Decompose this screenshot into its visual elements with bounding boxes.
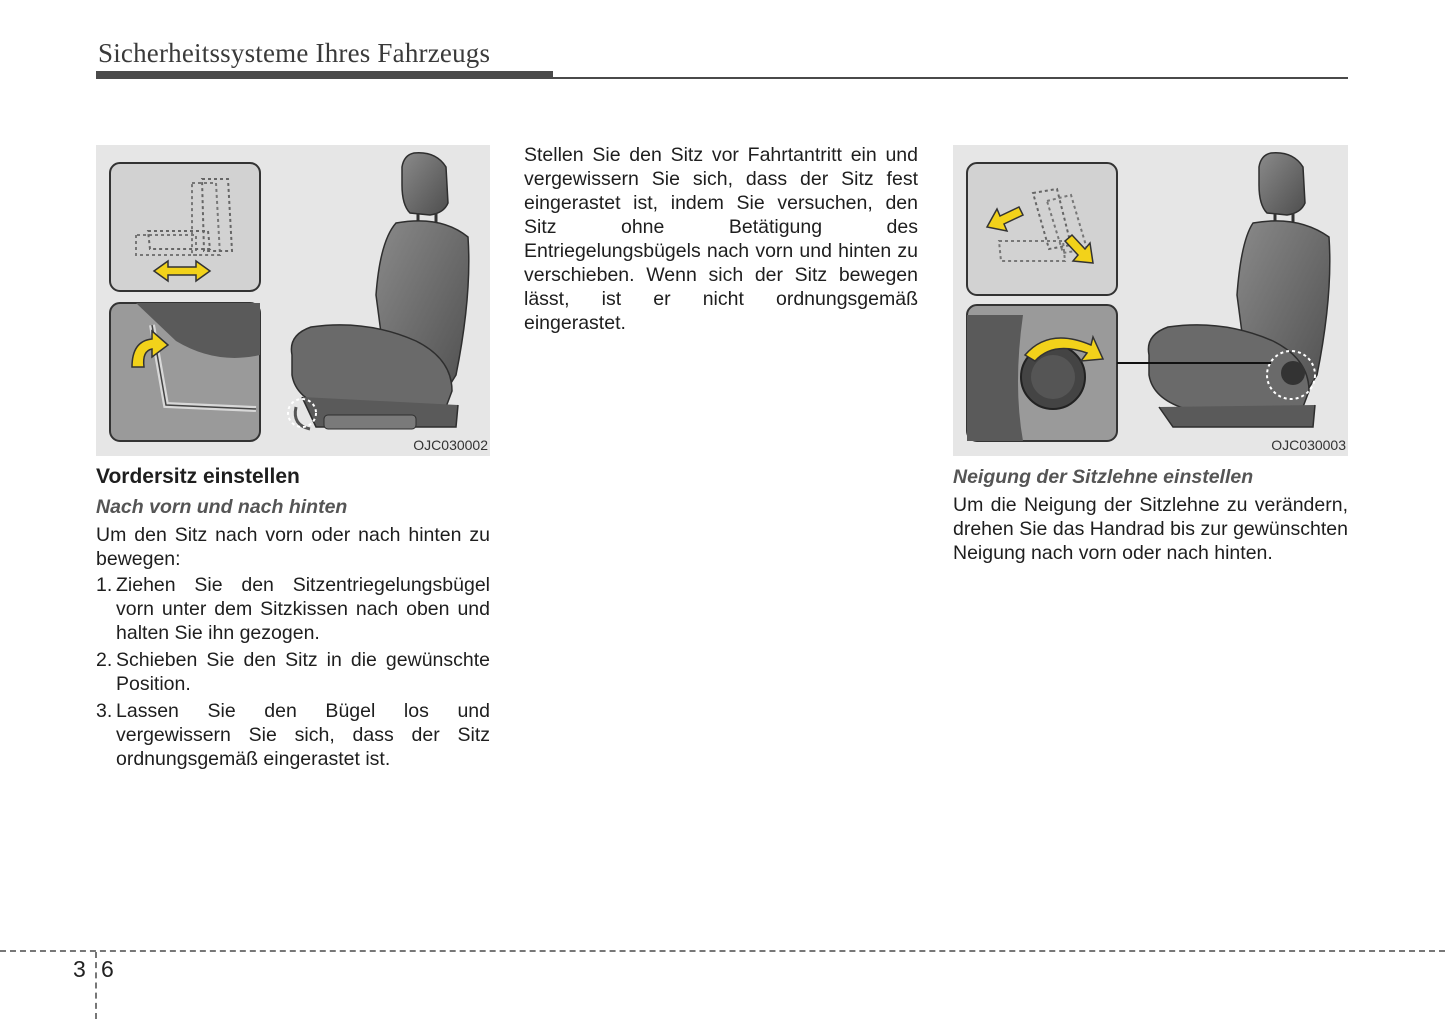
subsection-heading: Nach vorn und nach hinten <box>96 496 348 518</box>
safety-paragraph: Stellen Sie den Sitz vor Fahrtantritt ein und vergewissern Sie sich, dass der Sitz fest eingerastet ist, indem Sie versuchen, den Sitz ohne Betätigung des Entriegelungsbügels nach vorn und hinten zu verschieben. Wenn sich der Sitz bewegen lässt, ist er nicht ordnungsgemäß eingerastet. <box>524 144 918 334</box>
seat-slide-illustration <box>96 145 490 456</box>
step-number: 3. <box>96 700 113 722</box>
step-text: Lassen Sie den Bügel los und vergewissern Sie sich, dass der Sitz ordnungsgemäß eingerastet ist. <box>116 700 490 770</box>
footer-dashed-line <box>0 950 1445 952</box>
steps-list <box>96 573 490 771</box>
list-item <box>96 648 490 696</box>
inset-seat-slide <box>110 163 260 291</box>
header-rule-thick <box>96 71 553 79</box>
figure-seat-slide <box>96 145 490 456</box>
subsection-heading: Neigung der Sitzlehne einstellen <box>953 466 1254 488</box>
seat-recline-illustration <box>953 145 1348 456</box>
list-item <box>96 573 490 645</box>
step-text: Schieben Sie den Sitz in die gewünschte Position. <box>116 649 490 695</box>
middle-column <box>524 143 918 335</box>
chapter-number: 3 <box>73 956 86 982</box>
step-number: 2. <box>96 649 113 671</box>
left-column <box>96 465 490 774</box>
inset-lever <box>110 303 260 441</box>
seat-image <box>1148 153 1329 427</box>
header-title: Sicherheitssysteme Ihres Fahrzeugs <box>98 38 491 68</box>
intro-paragraph: Um den Sitz nach vorn oder nach hinten zu bewegen: <box>96 524 490 570</box>
list-item <box>96 699 490 771</box>
figure-code: OJC030003 <box>1271 437 1346 453</box>
figure-code: OJC030002 <box>413 437 488 453</box>
inset-recline <box>967 163 1117 295</box>
seat-image <box>288 153 469 429</box>
recline-paragraph: Um die Neigung der Sitzlehne zu verändern, drehen Sie das Handrad bis zur gewünschten Neigung nach vorn oder nach hinten. <box>953 494 1348 564</box>
step-text: Ziehen Sie den Sitzentriegelungsbügel vorn unter dem Sitzkissen nach oben und halten Sie ihn gezogen. <box>116 574 490 644</box>
header-rule-thin <box>553 77 1348 79</box>
right-column <box>953 465 1348 565</box>
section-heading: Vordersitz einstellen <box>96 465 300 488</box>
figure-seat-recline <box>953 145 1348 456</box>
page-number: 6 <box>101 956 114 982</box>
inset-knob <box>967 305 1117 441</box>
footer-vertical-dashed-line <box>95 952 97 1019</box>
step-number: 1. <box>96 574 113 596</box>
